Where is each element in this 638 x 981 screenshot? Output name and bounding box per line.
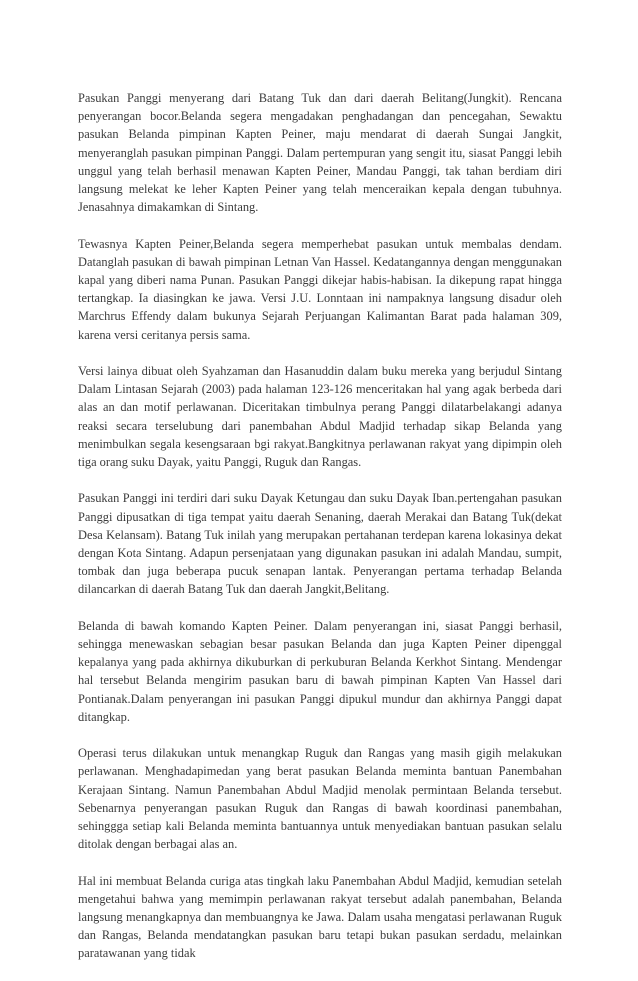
paragraph-4: Pasukan Panggi ini terdiri dari suku Dayak Ketungau dan suku Dayak Iban.pertengahan pasukan Panggi dipusatkan di tiga tempat yaitu daerah Senaning, daerah Merakai dan Batang Tuk(dekat Desa Kelansam). Batang Tuk inilah yang merupakan pertahanan terdepan karena lokasinya dekat dengan Kota Sintang. Adapun persenjataan yang digunakan pasukan ini adalah Mandau, sumpit, tombak dan juga beberapa pucuk senapan lantak. Penyerangan pertama terhadap Belanda dilancarkan di daerah Batang Tuk dan daerah Jangkit,Belitang. (78, 491, 562, 597)
paragraph-6: Operasi terus dilakukan untuk menangkap Ruguk dan Rangas yang masih gigih melakukan perlawanan. Menghadapimedan yang berat pasukan Belanda meminta bantuan Panembahan Kerajaan Sintang. Namun Panembahan Abdul Madjid menolak permintaan Belanda tersebut. Sebenarnya penyerangan pasukan Ruguk dan Rangas di bawah koordinasi panembahan, sehinggga setiap kali Belanda meminta bantuannya untuk menyediakan bantuan pasukan selalu ditolak dengan berbagai alas an. (78, 746, 562, 852)
paragraph-5: Belanda di bawah komando Kapten Peiner. Dalam penyerangan ini, siasat Panggi berhasil, sehingga menewaskan sebagian besar pasukan Belanda dan juga Kapten Peiner dipenggal kepalanya yang pada akhirnya dikuburkan di perkuburan Belanda Kerkhot Sintang. Mendengar hal tersebut Belanda mengirim pasukan baru di bawah pimpinan Kapten Van Hassel dari Pontianak.Dalam penyerangan ini pasukan Panggi dipukul mundur dan akhirnya Panggi dapat ditangkap. (78, 618, 562, 724)
paragraph-3: Versi lainya dibuat oleh Syahzaman dan Hasanuddin dalam buku mereka yang berjudul Sintang Dalam Lintasan Sejarah (2003) pada halaman 123-126 menceritakan hal yang agak berbeda dari alas an dan motif perlawanan. Diceritakan timbulnya perang Panggi dilatarbelakangi adanya reaksi secara terselubung dari panembahan Abdul Madjid terhadap sikap Belanda yang menimbulkan segala kesengsaraan bgi rakyat.Bangkitnya perlawanan rakyat yang dipimpin oleh tiga orang suku Dayak, yaitu Panggi, Ruguk dan Rangas. (78, 364, 562, 470)
document-page (78, 89, 562, 981)
paragraph-1: Pasukan Panggi menyerang dari Batang Tuk dan dari daerah Belitang(Jungkit). Rencana penyerangan bocor.Belanda segera mengadakan penghadangan dan pencegahan, Sewaktu pasukan Belanda pimpinan Kapten Peiner, maju mendarat di daerah Sungai Jangkit, menyeranglah pasukan pimpinan Panggi. Dalam pertempuran yang sengit itu, siasat Panggi lebih unggul yang telah berhasil menawan Kapten Peiner, Mandau Panggi, tak tahan berdiam diri langsung melekat ke leher Kapten Peiner yang telah menceraikan kepala dengan tubuhnya. Jenasahnya dimakamkan di Sintang. (78, 91, 562, 215)
paragraph-2: Tewasnya Kapten Peiner,Belanda segera memperhebat pasukan untuk membalas dendam. Datanglah pasukan di bawah pimpinan Letnan Van Hassel. Kedatangannya dengan menggunakan kapal yang diberi nama Punan. Pasukan Panggi dikejar habis-habisan. Ia dikepung rapat hingga tertangkap. Ia diasingkan ke jawa. Versi J.U. Lonntaan ini nampaknya langsung disadur oleh Marchrus Effendy dalam bukunya Sejarah Perjuangan Kalimantan Barat pada halaman 309, karena versi ceritanya persis sama. (78, 236, 562, 342)
paragraph-7: Hal ini membuat Belanda curiga atas tingkah laku Panembahan Abdul Madjid, kemudian setelah mengetahui bahwa yang memimpin perlawanan rakyat tersebut adalah panembahan, Belanda langsung menangkapnya dan membuangnya ke Jawa. Dalam usaha mengatasi perlawanan Ruguk dan Rangas, Belanda mendatangkan pasukan baru tetapi bukan pasukan serdadu, melainkan paratawanan yang tidak (78, 873, 562, 961)
